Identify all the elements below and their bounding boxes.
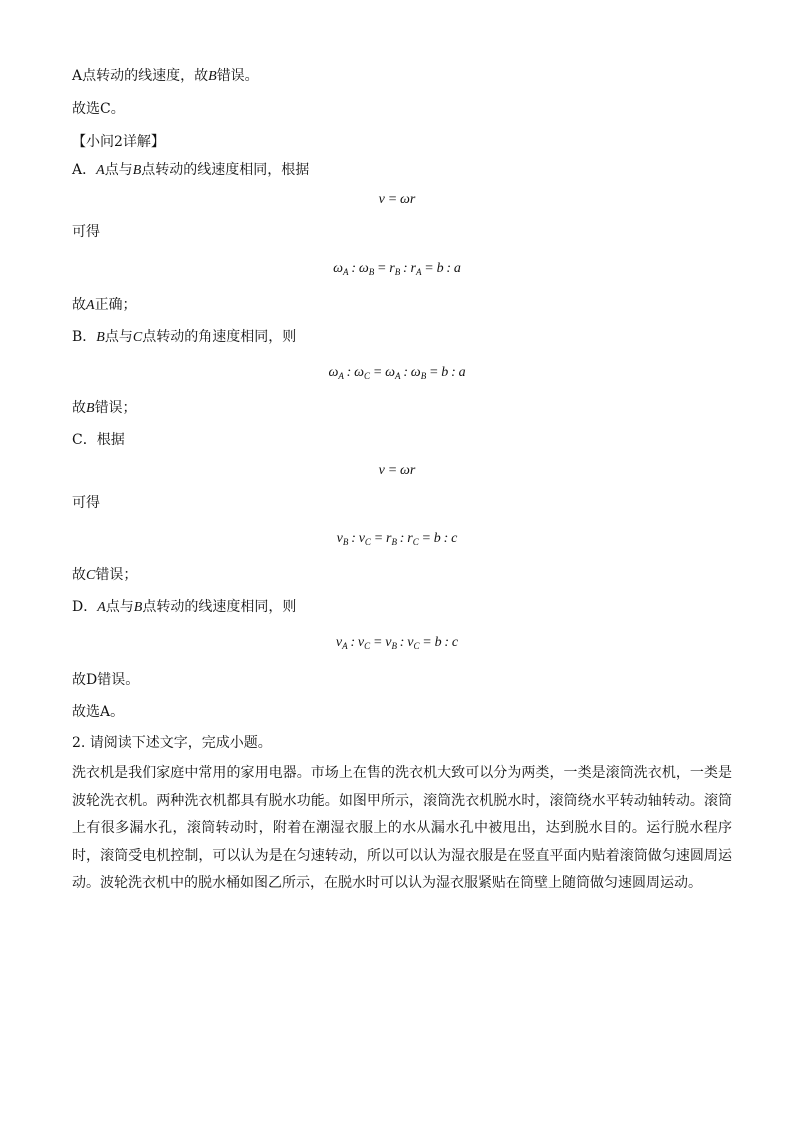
formula: $v_B$ : $v_C = r_B$ : $r_C = b$ : c [336,531,458,547]
text-line: 故A正确； [72,297,137,313]
text-line: 故C错误； [72,567,138,583]
text-line: 可得 [72,224,100,240]
text-line: A点转动的线速度，故B错误。 [72,68,259,84]
option-c-text: C．根据 [72,432,125,448]
text-line: 故选C。 [72,101,125,117]
reading-paragraph: 洗衣机是我们家庭中常用的家用电器。市场上在售的洗衣机大致可以分为两类，一类是滚筒洗衣机，一类是波轮洗衣机。两种洗衣机都具有脱水功能。如图甲所示，滚筒洗衣机脱水时，滚筒绕水平转动轴转动。滚筒上有很多漏水孔，滚筒转动时，附着在潮湿衣服上的水从漏水孔中被甩出，达到脱水目的。运行脱水程序时，滚筒受电机控制，可以认为是在匀速转动，所以可以认为湿衣服是在竖直平面内贴着滚筒做匀速圆周运动。波轮洗衣机中的脱水桶如图乙所示，在脱水时可以认为湿衣服紧贴在筒壁上随筒做匀速圆周运动。 [72,765,732,892]
section-heading: 【小问2详解】 [72,134,165,150]
text-line: 故选A。 [72,704,125,720]
formula: v = ωr [378,192,416,207]
option-a-text: A．A点与B点转动的线速度相同，根据 [72,162,310,178]
question-heading: 2. 请阅读下述文字，完成小题。 [72,735,272,751]
text-line: 故B错误； [72,400,137,416]
option-d-text: D．A点与B点转动的线速度相同，则 [72,599,297,615]
formula: v = ωr [378,463,416,478]
text-line: 故D错误。 [72,672,140,688]
text-line: 可得 [72,495,100,511]
option-b-text: B．B点与C点转动的角速度相同，则 [72,329,297,345]
formula: $v_A$ : $v_C = v_B$ : $v_C = b$ : c [335,635,459,651]
formula: $\omega_A$ : $\omega_C = \omega_A$ : $\omega_B = b$ : a [328,365,466,381]
formula: $\omega_A$ : $\omega_B = r_B$ : $r_A = b$ : a [333,261,461,277]
